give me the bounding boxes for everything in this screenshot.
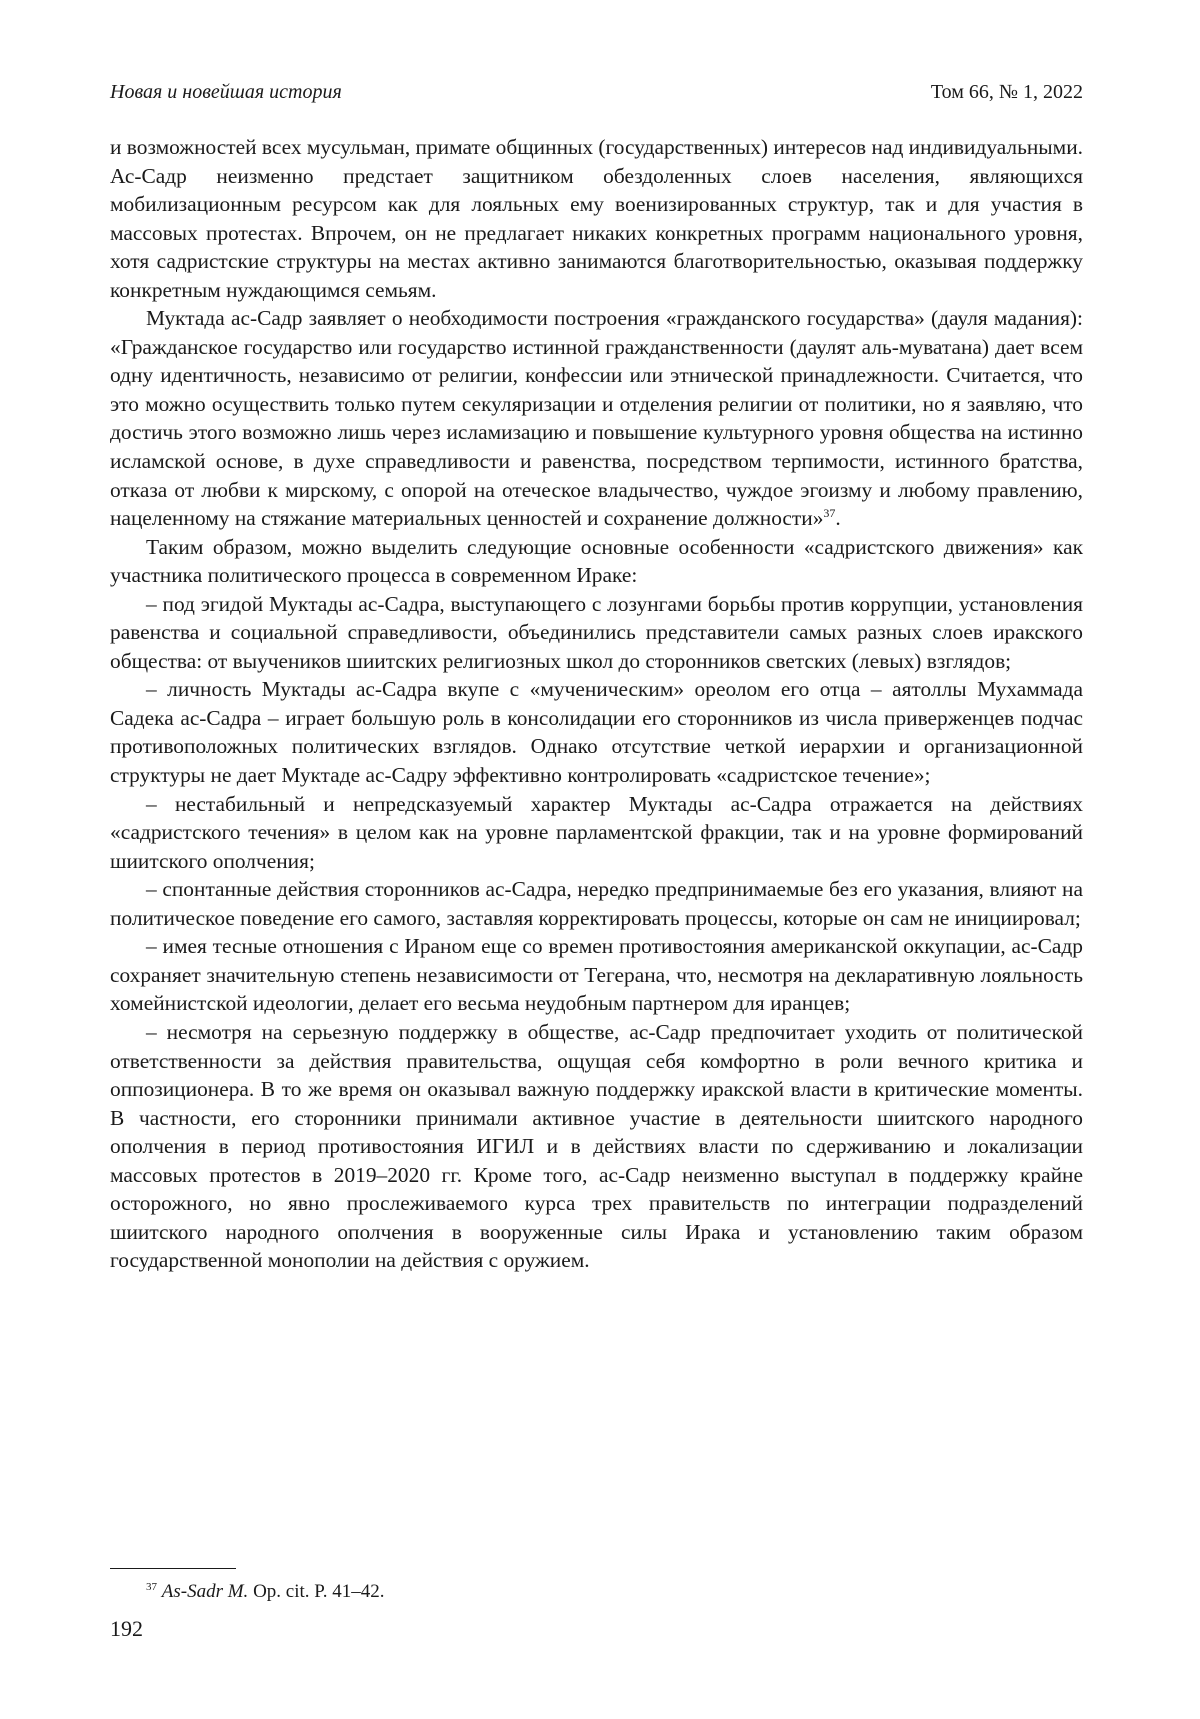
paragraph-text: Муктада ас-Садр заявляет о необходимости построения «гражданского государства» (дауля мадания): «Гражданское государство или государство истинной гражданственности (даулят аль-муватана) дает всем одну идентичность, независимо от религии, конфессии или этнической принадлежности. Считается, что это можно осуществить только путем секуляризации и отделения религии от политики, но я заявляю, что достичь этого возможно лишь через исламизацию и повышение культурного уровня общества на истинно исламской основе, в духе справедливости и равенства, посредством терпимости, истинного братства, отказа от любви к мирскому, с опорой на отеческое владычество, чуждое эгоизму и любому правлению, нацеленному на стяжание материальных ценностей и сохранение должности»: [110, 306, 1083, 530]
paragraph-text: – имея тесные отношения с Ираном еще со времен противостояния американской оккупации, ас-Садр сохраняет значительную степень независимости от Тегерана, что, несмотря на декларативную лояльность хомейнистской идеологии, делает его весьма неудобным партнером для иранцев;: [110, 934, 1083, 1015]
paragraph: [110, 590, 1083, 676]
paragraph-text: Таким образом, можно выделить следующие основные особенности «садристского движения» как участника политического процесса в современном Ираке:: [110, 535, 1083, 588]
issue-info: Том 66, № 1, 2022: [931, 80, 1083, 104]
paragraph-text: – спонтанные действия сторонников ас-Садра, нередко предпринимаемые без его указания, влияют на политическое поведение его самого, заставляя корректировать процессы, которые он сам не инициировал;: [110, 877, 1083, 930]
paragraph: [110, 675, 1083, 789]
paragraph: [110, 533, 1083, 590]
paragraph: [110, 932, 1083, 1018]
paragraph-text: – нестабильный и непредсказуемый характер Муктады ас-Садра отражается на действиях «садристского течения» в целом как на уровне парламентской фракции, так и на уровне формирований шиитского ополчения;: [110, 792, 1083, 873]
paragraph-text: – под эгидой Муктады ас-Садра, выступающего с лозунгами борьбы против коррупции, установления равенства и социальной справедливости, объединились представители самых разных слоев иракского общества: от выучеников шиитских религиозных школ до сторонников светских (левых) взглядов;: [110, 592, 1083, 673]
journal-page: [0, 0, 1200, 1719]
footnote-reference: 37: [823, 506, 835, 520]
journal-title: Новая и новейшая история: [110, 80, 342, 104]
paragraph: [110, 133, 1083, 304]
footnote-divider: [110, 1568, 236, 1569]
running-head: [110, 80, 1083, 104]
paragraph-text: – личность Муктады ас-Садра вкупе с «мученическим» ореолом его отца – аятоллы Мухаммада Садека ас-Садра – играет большую роль в консолидации его сторонников из числа приверженцев подчас противоположных политических взглядов. Однако отсутствие четкой иерархии и организационной структуры не дает Муктаде ас-Садру эффективно контролировать «садристское течение»;: [110, 677, 1083, 787]
page-number: 192: [110, 1616, 143, 1642]
paragraph: [110, 1018, 1083, 1275]
paragraph-text-tail: .: [835, 506, 840, 530]
footnote-number: 37: [146, 1581, 157, 1593]
paragraph-text: и возможностей всех мусульман, примате общинных (государственных) интересов над индивидуальными. Ас-Садр неизменно предстает защитником обездоленных слоев населения, являющихся мобилизационным ресурсом как для лояльных ему военизированных структур, так и для участия в массовых протестах. Впрочем, он не предлагает никаких конкретных программ национального уровня, хотя садристские структуры на местах активно занимаются благотворительностью, оказывая поддержку конкретным нуждающимся семьям.: [110, 135, 1083, 302]
footnote-source: Op. cit. P. 41–42.: [248, 1581, 384, 1602]
footnote-author: As-Sadr M.: [162, 1581, 249, 1602]
footnote: [146, 1580, 385, 1604]
paragraph: [110, 790, 1083, 876]
paragraph: [110, 875, 1083, 932]
paragraph-text: – несмотря на серьезную поддержку в обществе, ас-Садр предпочитает уходить от политической ответственности за действия правительства, ощущая себя комфортно в роли вечного критика и оппозиционера. В то же время он оказывал важную поддержку иракской власти в критические моменты. В частности, его сторонники принимали активное участие в деятельности шиитского народного ополчения в период противостояния ИГИЛ и в действиях власти по сдерживанию и локализации массовых протестов в 2019–2020 гг. Кроме того, ас-Садр неизменно выступал в поддержку крайне осторожного, но явно прослеживаемого курса трех правительств по интеграции подразделений шиитского народного ополчения в вооруженные силы Ирака и установлению таким образом государственной монополии на действия с оружием.: [110, 1020, 1083, 1272]
paragraph: [110, 304, 1083, 532]
article-body: [110, 133, 1083, 1275]
